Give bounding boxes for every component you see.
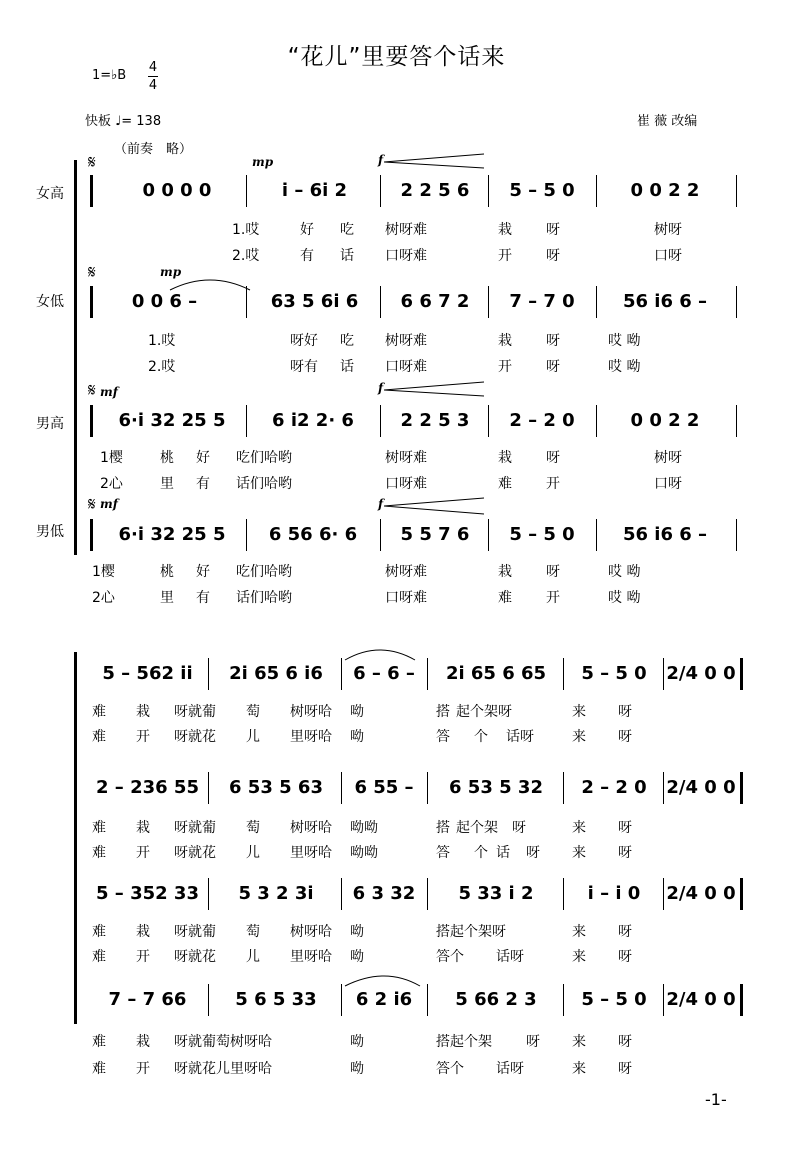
crescendo-wedge bbox=[384, 382, 484, 396]
measure: 6 6 7 2 bbox=[400, 291, 470, 312]
intro-note: （前奏 略） bbox=[114, 142, 193, 157]
measure: 6 53 5 32 bbox=[449, 777, 543, 798]
bass-lyric-2-2: 难 开 呀就花儿里呀哈 呦 答个 话呀 来 呀 bbox=[92, 1061, 632, 1077]
measure: 6 i2 2· 6 bbox=[272, 410, 354, 431]
measure: 5 3 2 3i bbox=[238, 883, 314, 904]
bass-lyric-2-1: 难 栽 呀就葡萄树呀哈 呦 搭起个架 呀 来 呀 bbox=[92, 1034, 632, 1050]
alto-lyric-1: 1.哎 呀好 吃 树呀难 栽 呀 哎 呦 bbox=[148, 333, 641, 349]
measure: i – i 0 bbox=[587, 883, 641, 904]
measure: 2 – 2 0 bbox=[581, 777, 647, 798]
crescendo-wedge bbox=[384, 154, 484, 168]
measure: 6·i 32 25 5 bbox=[118, 410, 226, 431]
segno-icon: 𝄋 bbox=[88, 494, 96, 515]
measure: 0 0 6 – bbox=[131, 291, 198, 312]
measure: 5 66 2 3 bbox=[455, 989, 537, 1010]
arranger-credit: 崔 薇 改编 bbox=[637, 114, 698, 129]
dynamic-f: f bbox=[378, 381, 384, 395]
measure: 2i 65 6 65 bbox=[445, 663, 547, 684]
measure: 2i 65 6 i6 bbox=[229, 663, 323, 684]
slur bbox=[170, 280, 250, 290]
segno-icon: 𝄋 bbox=[88, 262, 96, 283]
measure: 56 i6 6 – bbox=[622, 524, 708, 545]
measure: 6 53 5 63 bbox=[229, 777, 323, 798]
measure: 0 0 2 2 bbox=[630, 180, 700, 201]
measure: 5 33 i 2 bbox=[458, 883, 534, 904]
segno-icon: 𝄋 bbox=[88, 152, 96, 173]
measure: 5 6 5 33 bbox=[235, 989, 317, 1010]
voice-label-soprano: 女高 bbox=[36, 186, 64, 202]
measure: 7 – 7 66 bbox=[108, 989, 187, 1010]
alto-lyric-2-2: 难 开 呀就花 儿 里呀哈 呦呦 答 个 话 呀 来 呀 bbox=[92, 845, 632, 861]
measure: 2 2 5 3 bbox=[400, 410, 470, 431]
measure: 6 3 32 bbox=[352, 883, 416, 904]
page-title: “花儿”里要答个话来 bbox=[287, 44, 506, 70]
measure: 2/4 0 0 bbox=[666, 883, 736, 904]
soprano-lyric-1: 1.哎 好 吃 树呀难 栽 呀 树呀 bbox=[232, 222, 682, 238]
slur bbox=[345, 650, 415, 660]
measure: 2/4 0 0 bbox=[666, 663, 736, 684]
tenor-lyric-2-1: 难 栽 呀就葡 萄 树呀哈 呦 搭起个架呀 来 呀 bbox=[92, 924, 632, 940]
dynamic-mf: mf bbox=[100, 385, 118, 399]
measure: 6 56 6· 6 bbox=[268, 524, 358, 545]
measure: 5 – 5 0 bbox=[509, 180, 575, 201]
tenor-lyric-2: 2心 里 有 话们哈哟 口呀难 难 开 口呀 bbox=[100, 476, 682, 492]
measure: 5 – 352 33 bbox=[96, 883, 199, 904]
measure: 2/4 0 0 bbox=[666, 777, 736, 798]
meter-top: 4 bbox=[148, 60, 158, 75]
dynamic-mp: mp bbox=[252, 155, 274, 169]
measure: 6 2 i6 bbox=[355, 989, 413, 1010]
soprano-lyric-2-2: 难 开 呀就花 儿 里呀哈 呦 答 个 话呀 来 呀 bbox=[92, 729, 632, 745]
alto-lyric-2: 2.哎 呀有 话 口呀难 开 呀 哎 呦 bbox=[148, 359, 641, 375]
measure: 2 – 2 0 bbox=[509, 410, 575, 431]
voice-label-tenor: 男高 bbox=[36, 416, 64, 432]
soprano-lyric-2-1: 难 栽 呀就葡 萄 树呀哈 呦 搭 起个架呀 来 呀 bbox=[92, 704, 632, 720]
page-number: -1- bbox=[705, 1090, 727, 1109]
slur bbox=[345, 976, 420, 986]
meter-bottom: 4 bbox=[148, 78, 158, 93]
measure: 5 – 562 ii bbox=[102, 663, 193, 684]
dynamic-f: f bbox=[378, 153, 384, 167]
bass-lyric-2: 2心 里 有 话们哈哟 口呀难 难 开 哎 呦 bbox=[92, 590, 641, 606]
measure: 6 55 – bbox=[354, 777, 414, 798]
measure: 2/4 0 0 bbox=[666, 989, 736, 1010]
measure: 7 – 7 0 bbox=[509, 291, 575, 312]
key-signature: 1=♭B bbox=[92, 68, 127, 83]
dynamic-f: f bbox=[378, 497, 384, 511]
segno-icon: 𝄋 bbox=[88, 380, 96, 401]
dynamic-mf: mf bbox=[100, 497, 118, 511]
measure: i – 6i 2 bbox=[281, 180, 348, 201]
voice-label-alto: 女低 bbox=[36, 294, 64, 310]
measure: 56 i6 6 – bbox=[622, 291, 708, 312]
alto-lyric-2-1: 难 栽 呀就葡 萄 树呀哈 呦呦 搭 起个架 呀 来 呀 bbox=[92, 820, 632, 836]
tenor-lyric-2-2: 难 开 呀就花 儿 里呀哈 呦 答个 话呀 来 呀 bbox=[92, 949, 632, 965]
crescendo-wedge bbox=[384, 498, 484, 514]
tempo-marking: 快板 ♩= 138 bbox=[85, 114, 162, 129]
tenor-lyric-1: 1樱 桃 好 吃们哈哟 树呀难 栽 呀 树呀 bbox=[100, 450, 682, 466]
measure: 5 5 7 6 bbox=[400, 524, 470, 545]
measure: 5 – 5 0 bbox=[581, 663, 647, 684]
measure: 6·i 32 25 5 bbox=[118, 524, 226, 545]
measure: 63 5 6i 6 bbox=[270, 291, 359, 312]
soprano-lyric-2: 2.哎 有 话 口呀难 开 呀 口呀 bbox=[232, 248, 682, 264]
bass-lyric-1: 1樱 桃 好 吃们哈哟 树呀难 栽 呀 哎 呦 bbox=[92, 564, 641, 580]
measure: 2 2 5 6 bbox=[400, 180, 470, 201]
measure: 5 – 5 0 bbox=[581, 989, 647, 1010]
voice-label-bass: 男低 bbox=[36, 524, 64, 540]
dynamic-mp: mp bbox=[160, 265, 182, 279]
measure: 2 – 236 55 bbox=[96, 777, 199, 798]
measure: 5 – 5 0 bbox=[509, 524, 575, 545]
measure: 0 0 0 0 bbox=[142, 180, 212, 201]
measure: 0 0 2 2 bbox=[630, 410, 700, 431]
measure: 6 – 6 – bbox=[353, 663, 415, 684]
